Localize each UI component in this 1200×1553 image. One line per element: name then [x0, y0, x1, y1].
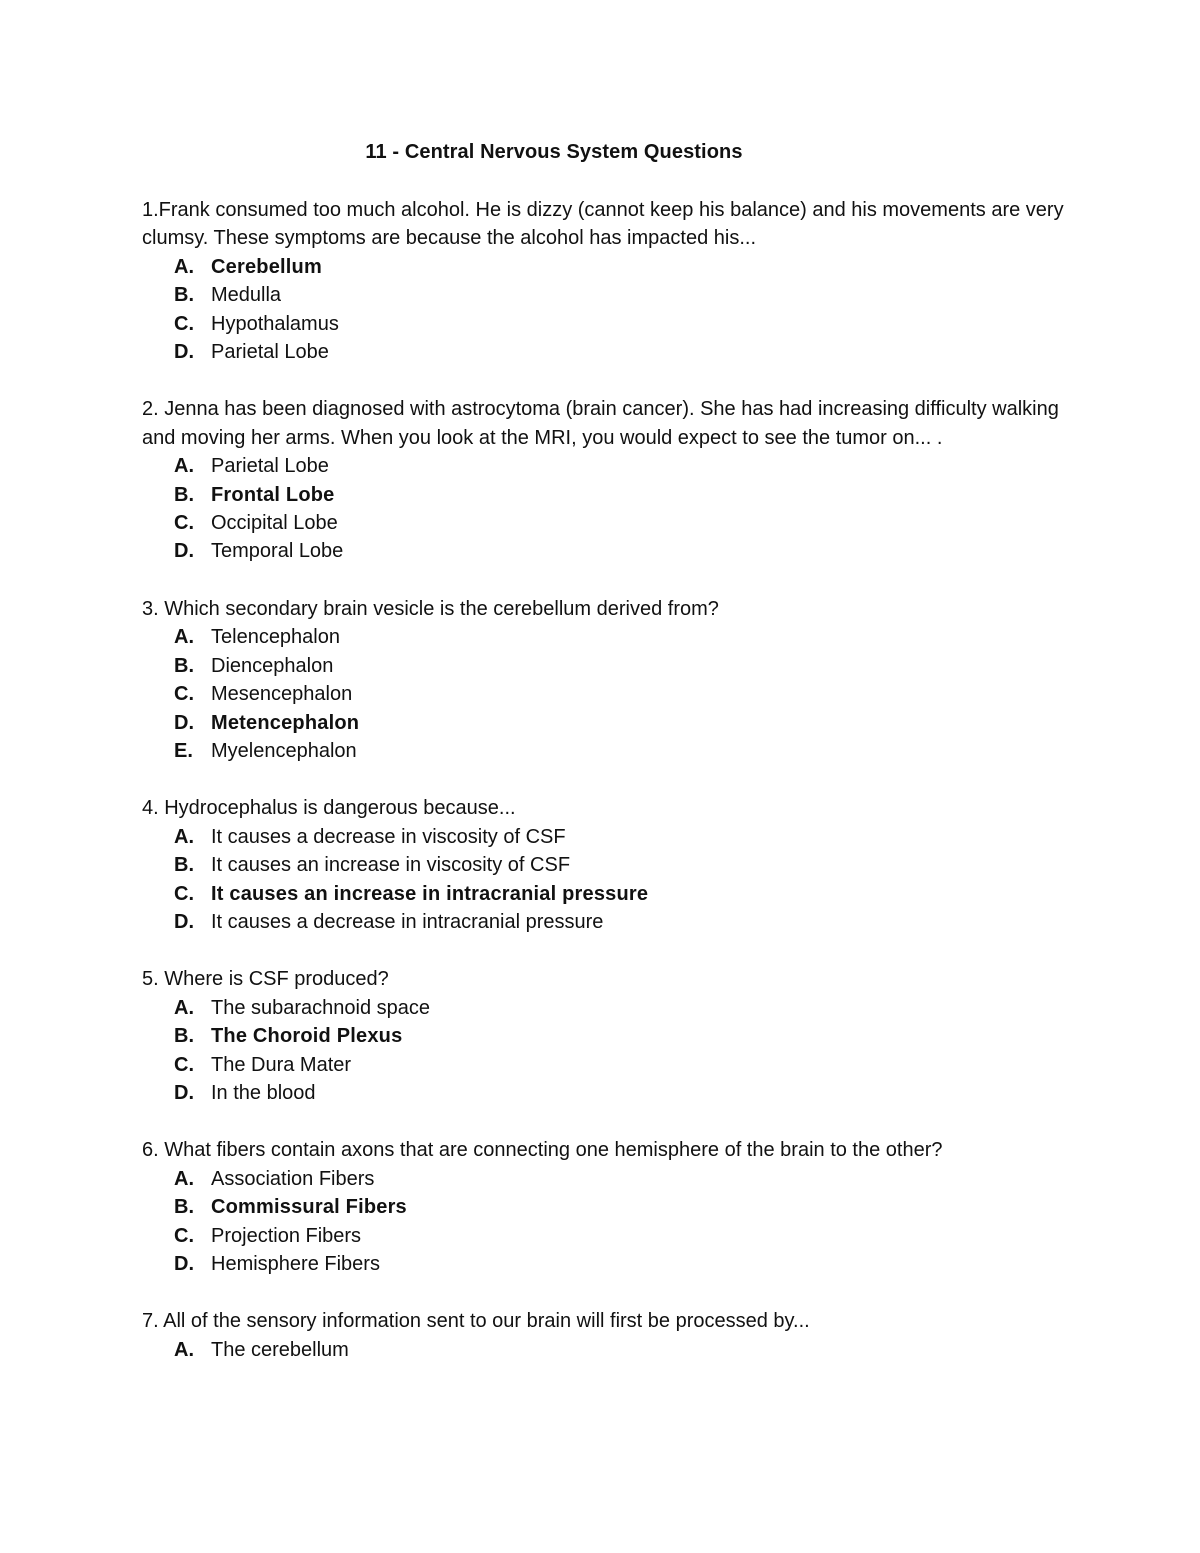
answer-options [142, 623, 1072, 765]
answer-option [142, 1336, 1072, 1364]
option-letter: A. [174, 1338, 194, 1361]
option-letter: B. [174, 483, 194, 506]
option-text: Myelencephalon [211, 739, 357, 762]
question-text: 4. Hydrocephalus is dangerous because... [142, 797, 516, 820]
option-letter: A. [174, 825, 194, 848]
option-text: Telencephalon [211, 626, 340, 649]
option-letter: D. [174, 1081, 194, 1104]
answer-option [142, 281, 1072, 309]
answer-option [142, 994, 1072, 1022]
option-text: Parietal Lobe [211, 341, 329, 364]
option-text: It causes a decrease in intracranial pressure [211, 910, 604, 933]
option-text: Frontal Lobe [211, 483, 335, 506]
question-2 [142, 395, 1072, 565]
option-letter: C. [174, 1053, 194, 1076]
question-7 [142, 1307, 1072, 1364]
option-text: It causes an increase in intracranial pressure [211, 882, 649, 905]
option-text: Metencephalon [211, 711, 360, 734]
answer-option [142, 452, 1072, 480]
question-text: 6. What fibers contain axons that are connecting one hemisphere of the brain to the other? [142, 1139, 943, 1162]
answer-option [142, 680, 1072, 708]
option-letter: D. [174, 1253, 194, 1275]
question-text: 5. Where is CSF produced? [142, 968, 389, 991]
option-letter: A. [174, 626, 194, 649]
question-text: 1.Frank consumed too much alcohol. He is dizzy (cannot keep his balance) and his movements are very clumsy. These symptoms are because the alcohol has impacted his... [142, 199, 1064, 250]
option-text: Hypothalamus [211, 312, 339, 335]
option-text: Projection Fibers [211, 1224, 362, 1247]
answer-options [142, 823, 1072, 937]
question-5 [142, 965, 1072, 1107]
option-letter: A. [174, 1167, 194, 1190]
option-letter: B. [174, 1025, 194, 1048]
answer-option-correct [142, 1022, 1072, 1050]
option-letter: D. [174, 341, 194, 364]
option-text: Parietal Lobe [211, 455, 329, 478]
answer-options [142, 452, 1072, 566]
option-letter: C. [174, 882, 194, 905]
answer-option [142, 737, 1072, 765]
option-letter: C. [174, 683, 194, 706]
option-text: Hemisphere Fibers [211, 1253, 380, 1275]
answer-option [142, 537, 1072, 565]
option-letter: B. [174, 1196, 194, 1219]
option-letter: D. [174, 910, 194, 933]
option-text: Occipital Lobe [211, 512, 338, 535]
answer-option [142, 623, 1072, 651]
option-letter: D. [174, 711, 194, 734]
option-letter: A. [174, 255, 194, 278]
answer-option [142, 1051, 1072, 1079]
option-text: Mesencephalon [211, 683, 353, 706]
answer-options [142, 1336, 1072, 1364]
option-text: Medulla [211, 284, 282, 307]
answer-option [142, 1079, 1072, 1107]
answer-option-correct [142, 1193, 1072, 1221]
document-title: 11 - Central Nervous System Questions [365, 141, 743, 163]
option-letter: A. [174, 996, 194, 1019]
option-text: Association Fibers [211, 1167, 375, 1190]
answer-option [142, 823, 1072, 851]
option-text: Commissural Fibers [211, 1196, 407, 1219]
answer-option [142, 908, 1072, 936]
answer-option [142, 1250, 1072, 1278]
option-letter: B. [174, 284, 194, 307]
answer-option [142, 1165, 1072, 1193]
option-text: The subarachnoid space [211, 996, 431, 1019]
option-letter: B. [174, 654, 194, 677]
answer-options [142, 994, 1072, 1108]
question-4 [142, 794, 1072, 936]
answer-option [142, 509, 1072, 537]
question-3 [142, 595, 1072, 765]
option-text: It causes an increase in viscosity of CSF [211, 854, 571, 877]
answer-option [142, 338, 1072, 366]
question-text: 7. All of the sensory information sent to our brain will first be processed by... [142, 1310, 810, 1333]
question-text: 2. Jenna has been diagnosed with astrocytoma (brain cancer). She has had increasing difficulty walking and moving her arms. When you look at the MRI, you would expect to see the tumor on... . [142, 398, 1059, 449]
option-letter: C. [174, 1224, 194, 1247]
answer-options [142, 1165, 1072, 1279]
option-letter: A. [174, 455, 194, 478]
option-letter: C. [174, 312, 194, 335]
option-text: In the blood [211, 1081, 316, 1104]
option-text: Cerebellum [211, 255, 322, 278]
answer-option [142, 652, 1072, 680]
option-text: The cerebellum [211, 1338, 349, 1361]
option-text: The Dura Mater [211, 1053, 352, 1076]
option-letter: E. [174, 739, 193, 762]
option-text: The Choroid Plexus [211, 1025, 403, 1048]
option-text: Temporal Lobe [211, 540, 344, 563]
question-list [142, 196, 1072, 1393]
answer-options [142, 253, 1072, 367]
answer-option [142, 310, 1072, 338]
option-letter: D. [174, 540, 194, 563]
option-text: It causes a decrease in viscosity of CSF [211, 825, 566, 848]
answer-option-correct [142, 709, 1072, 737]
answer-option [142, 1222, 1072, 1250]
option-letter: B. [174, 854, 194, 877]
question-1 [142, 196, 1072, 366]
option-letter: C. [174, 512, 194, 535]
answer-option-correct [142, 481, 1072, 509]
question-6 [142, 1136, 1072, 1278]
answer-option-correct [142, 253, 1072, 281]
answer-option-correct [142, 880, 1072, 908]
option-text: Diencephalon [211, 654, 334, 677]
question-text: 3. Which secondary brain vesicle is the cerebellum derived from? [142, 597, 719, 620]
answer-option [142, 851, 1072, 879]
